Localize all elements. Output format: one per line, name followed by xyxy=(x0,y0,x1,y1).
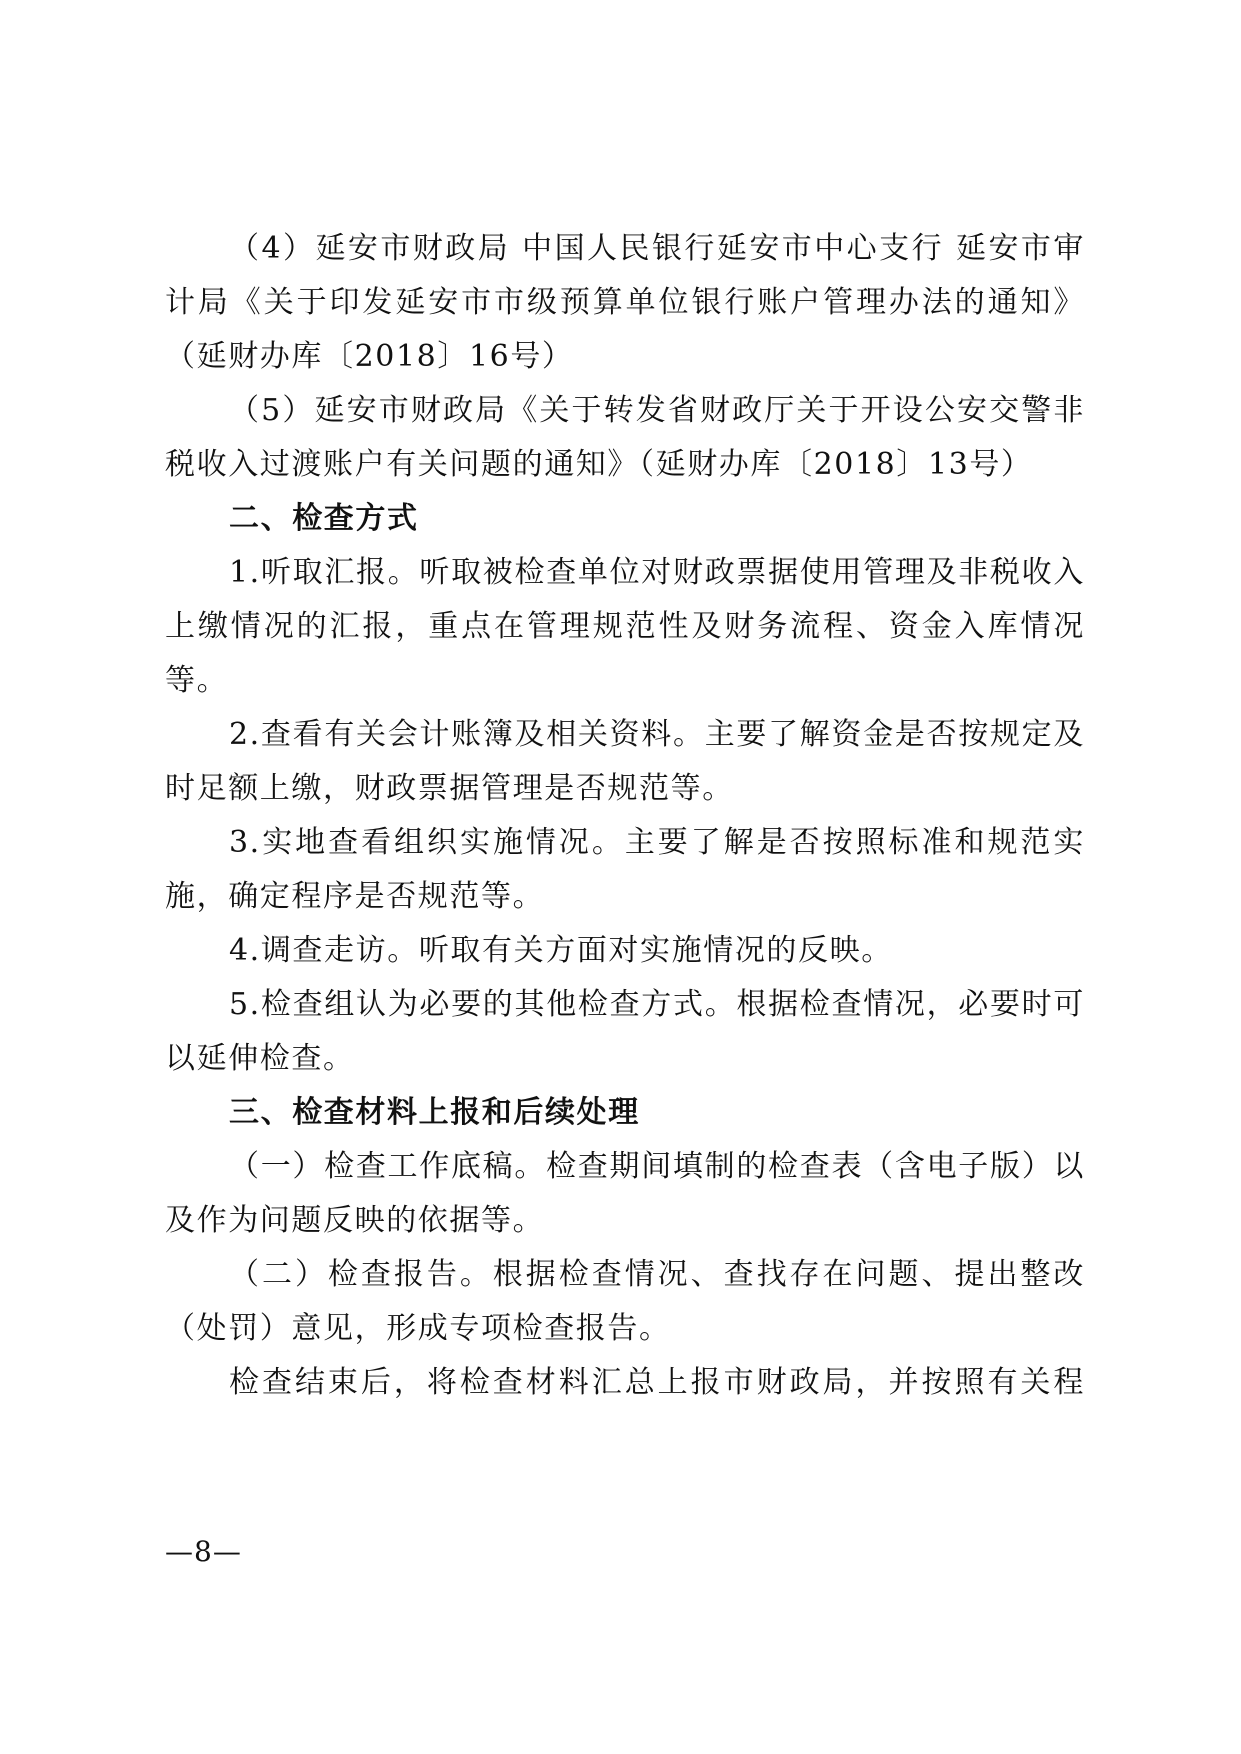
paragraph-method-5: 5.检查组认为必要的其他检查方式。根据检查情况，必要时可以延伸检查。 xyxy=(165,987,1085,1076)
paragraph-inspection-report: （二）检查报告。根据检查情况、查找存在问题、提出整改（处罚）意见，形成专项检查报告。 xyxy=(165,1257,1085,1346)
paragraph-reference-4: （4）延安市财政局 中国人民银行延安市中心支行 延安市审计局《关于印发延安市市级预算单位银行账户管理办法的通知》（延财办库〔2018〕16号） xyxy=(165,231,1085,374)
paragraph-method-3: 3.实地查看组织实施情况。主要了解是否按照标准和规范实施，确定程序是否规范等。 xyxy=(165,825,1085,914)
paragraph-method-4: 4.调查走访。听取有关方面对实施情况的反映。 xyxy=(229,933,893,968)
document-body xyxy=(165,222,1085,1410)
page-number: —8— xyxy=(165,1535,242,1568)
section-heading-inspection-methods: 二、检查方式 xyxy=(229,501,419,536)
paragraph-method-1: 1.听取汇报。听取被检查单位对财政票据使用管理及非税收入上缴情况的汇报，重点在管理规范性及财务流程、资金入库情况等。 xyxy=(165,555,1085,698)
section-heading-reporting: 三、检查材料上报和后续处理 xyxy=(229,1095,640,1130)
paragraph-after-inspection: 检查结束后，将检查材料汇总上报市财政局，并按照有关程 xyxy=(229,1365,1085,1400)
paragraph-method-2: 2.查看有关会计账簿及相关资料。主要了解资金是否按规定及时足额上缴，财政票据管理是否规范等。 xyxy=(165,717,1085,806)
paragraph-working-papers: （一）检查工作底稿。检查期间填制的检查表（含电子版）以及作为问题反映的依据等。 xyxy=(165,1149,1085,1238)
paragraph-reference-5: （5）延安市财政局《关于转发省财政厅关于开设公安交警非税收入过渡账户有关问题的通知》（延财办库〔2018〕13号） xyxy=(165,393,1085,482)
